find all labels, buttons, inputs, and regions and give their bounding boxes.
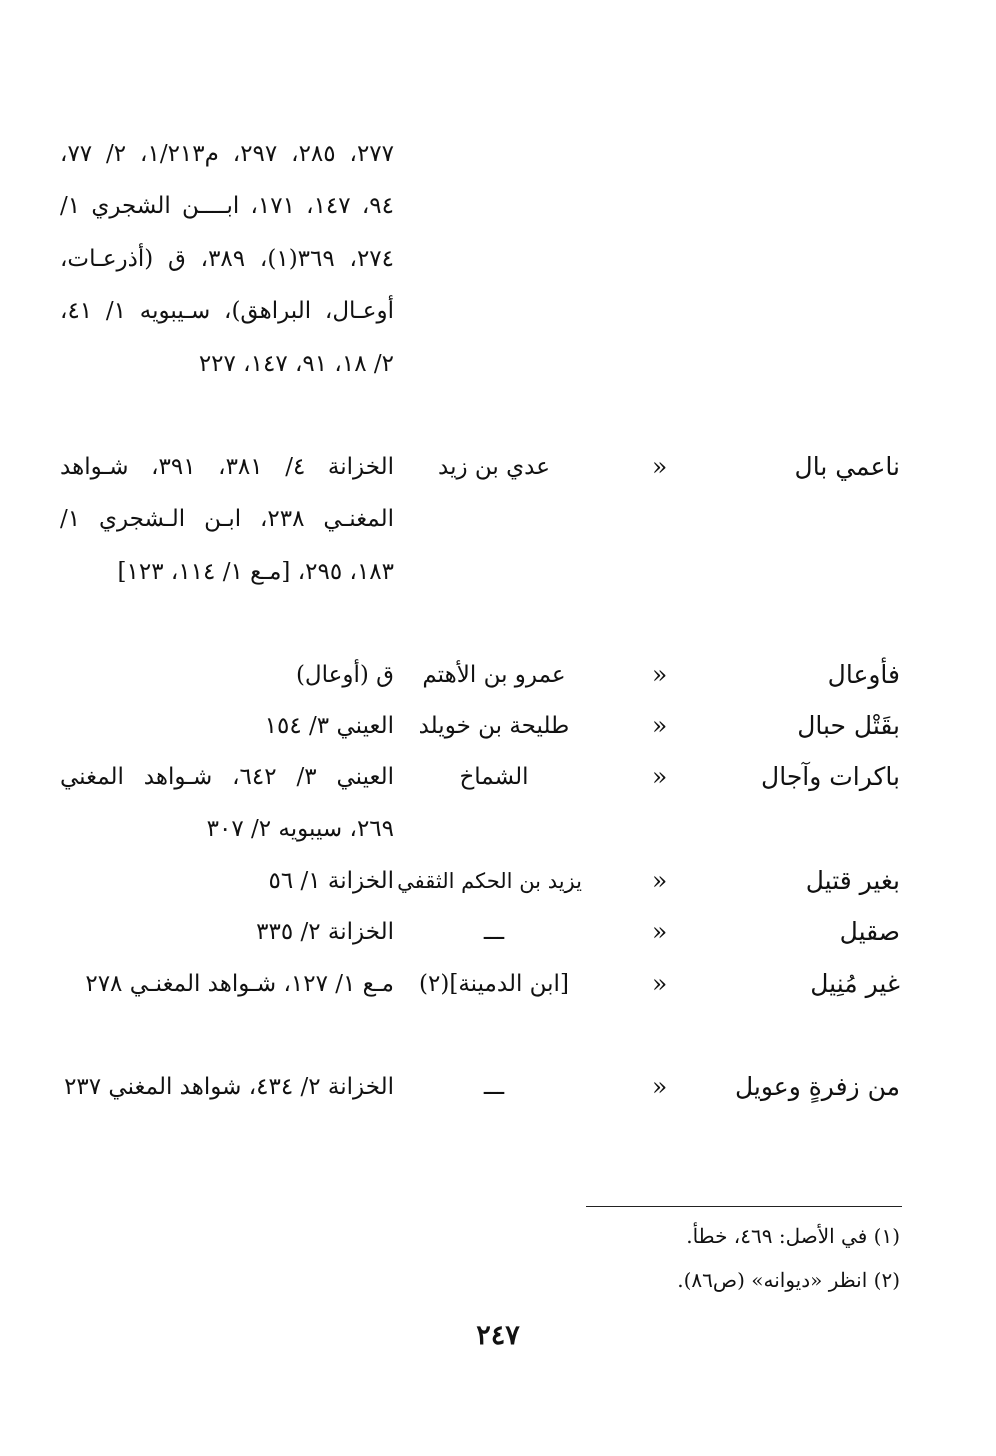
ditto-mark: » bbox=[652, 969, 668, 998]
poet-cell: ـــ bbox=[483, 919, 505, 945]
verse-rhyme-cell: من زفرةٍ وعويل bbox=[734, 1072, 900, 1101]
footnote-1: (١) في الأصل: ٤٦٩، خطأ. bbox=[686, 1224, 900, 1248]
source-cell: العيني ٣/ ٦٤٢، شـواهد المغني ٢٦٩، سيبويه ٢/ ٣٠٧ bbox=[60, 764, 395, 843]
verse-rhyme-cell: بقَتْل حبال bbox=[797, 711, 900, 740]
poet-cell: عدي بن زيد bbox=[438, 454, 550, 480]
verse-rhyme-cell: فأوعال bbox=[827, 660, 900, 689]
source-cell: الخزانة ١/ ٥٦ bbox=[268, 868, 394, 894]
page-number: ٢٤٧ bbox=[476, 1320, 520, 1351]
poet-cell: يزيد بن الحكم الثقفي bbox=[397, 869, 582, 893]
source-cell: ق (أوعال) bbox=[295, 662, 394, 688]
source-cell: الخزانة ٢/ ٤٣٤، شواهد المغني ٢٣٧ bbox=[64, 1074, 394, 1100]
source-cell: مـع ١/ ١٢٧، شـواهد المغنـي ٢٧٨ bbox=[85, 971, 394, 997]
poet-cell: [ابن الدمينة](٢) bbox=[419, 971, 569, 997]
poet-cell: عمرو بن الأهتم bbox=[422, 662, 566, 688]
ditto-mark: » bbox=[652, 762, 668, 791]
source-cell: الخزانة ٤/ ٣٨١، ٣٩١، شـواهد المغنـي ٢٣٨، ابـن الـشجري ١/ ١٨٣، ٢٩٥، [مـع ١/ ١١٤، ١٢٣] bbox=[60, 454, 395, 585]
ditto-mark: » bbox=[652, 917, 668, 946]
verse-rhyme-cell: بغير قتيل bbox=[805, 866, 900, 895]
ditto-mark: » bbox=[652, 660, 668, 689]
verse-rhyme-cell: صقيل bbox=[839, 917, 900, 946]
poet-cell: ـــ bbox=[483, 1074, 505, 1100]
source-cell: العيني ٣/ ١٥٤ bbox=[264, 713, 394, 739]
source-cell: الخزانة ٢/ ٣٣٥ bbox=[256, 919, 394, 945]
poet-cell: طليحة بن خويلد bbox=[418, 713, 570, 739]
continued-source-references: ٢٧٧، ٢٨٥، ٢٩٧، م١/٢١٣، ٢/ ٧٧، ٩٤، ١٤٧، ١٧١، ابــــن الشجري ١/ ٢٧٤، ٣٦٩(١)، ٣٨٩، ق (أذرعـات، أوعـال، البراهق)، سـيبويه ١/ ٤١، ٢/ ١٨، ٩١، ١٤٧، ٢٢٧ bbox=[60, 141, 395, 377]
footnote-2: (٢) انظر «ديوانه» (ص٨٦). bbox=[677, 1268, 900, 1292]
verse-rhyme-cell: غير مُنِيل bbox=[810, 969, 900, 998]
ditto-mark: » bbox=[652, 866, 668, 895]
ditto-mark: » bbox=[652, 452, 668, 481]
verse-rhyme-cell: ناعمي بال bbox=[794, 452, 900, 481]
verse-rhyme-cell: باكرات وآجال bbox=[761, 762, 900, 791]
ditto-mark: » bbox=[652, 711, 668, 740]
ditto-mark: » bbox=[652, 1072, 668, 1101]
footnote-divider bbox=[586, 1206, 902, 1207]
poet-cell: الشماخ bbox=[459, 764, 529, 790]
